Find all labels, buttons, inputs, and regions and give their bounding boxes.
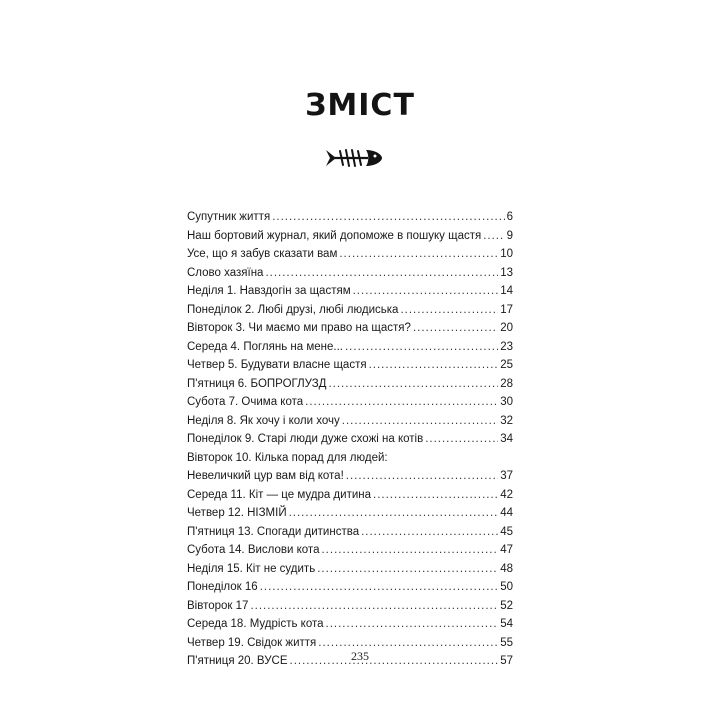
toc-entry-page: 13 bbox=[500, 266, 513, 279]
toc-leader-dots bbox=[369, 356, 499, 375]
toc-entry-page: 10 bbox=[500, 248, 513, 260]
toc-leader-dots bbox=[272, 208, 504, 227]
toc-entry[interactable] bbox=[187, 523, 513, 542]
toc-entry-title: Четвер 19. Свідок життя bbox=[187, 636, 317, 649]
toc-entry-page: 6 bbox=[506, 211, 513, 223]
toc-entry-page: 28 bbox=[500, 377, 513, 390]
table-of-contents bbox=[187, 208, 513, 671]
toc-leader-dots bbox=[373, 486, 498, 505]
toc-leader-dots bbox=[250, 597, 498, 616]
toc-entry-page: 54 bbox=[500, 618, 513, 630]
toc-entry-title: Субота 7. Очима кота bbox=[187, 396, 304, 408]
toc-entry-page: 32 bbox=[500, 414, 513, 427]
toc-entry[interactable] bbox=[187, 486, 513, 505]
toc-entry-page: 55 bbox=[500, 636, 513, 649]
toc-entry-page: 30 bbox=[500, 396, 513, 408]
toc-entry-page: 50 bbox=[500, 581, 513, 593]
toc-entry[interactable] bbox=[187, 393, 513, 412]
toc-entry[interactable] bbox=[187, 541, 513, 560]
toc-entry-title: Неділя 15. Кіт не судить bbox=[187, 562, 316, 575]
toc-leader-dots bbox=[321, 541, 498, 560]
toc-entry-page: 25 bbox=[500, 359, 513, 371]
toc-entry-title: Понеділок 16 bbox=[187, 581, 258, 593]
toc-entry-title: Вівторок 3. Чи маємо ми право на щастя? bbox=[187, 322, 411, 334]
toc-entry-title: Середа 18. Мудрість кота bbox=[187, 618, 324, 630]
toc-entry-title: Наш бортовий журнал, який допоможе в пошуку щастя bbox=[187, 229, 482, 242]
toc-entry-title: Середа 11. Кіт — це мудра дитина bbox=[187, 488, 371, 501]
toc-entry[interactable] bbox=[187, 227, 513, 246]
toc-entry-title: Середа 4. Поглянь на мене... bbox=[187, 340, 343, 353]
toc-leader-dots bbox=[326, 615, 499, 634]
toc-leader-dots bbox=[305, 393, 498, 412]
toc-leader-dots bbox=[425, 430, 498, 449]
toc-leader-dots bbox=[413, 319, 498, 338]
toc-entry-page: 52 bbox=[500, 599, 513, 612]
toc-entry-page: 17 bbox=[500, 303, 513, 316]
toc-entry[interactable] bbox=[187, 282, 513, 301]
toc-entry[interactable] bbox=[187, 560, 513, 579]
toc-entry[interactable] bbox=[187, 449, 513, 468]
toc-entry-title: Слово хазяїна bbox=[187, 266, 264, 279]
toc-leader-dots bbox=[346, 467, 498, 486]
toc-entry-page: 9 bbox=[506, 229, 513, 242]
toc-entry[interactable] bbox=[187, 615, 513, 634]
toc-entry-title: Усе, що я забув сказати вам bbox=[187, 248, 338, 260]
toc-leader-dots bbox=[342, 412, 498, 431]
toc-entry-page: 14 bbox=[500, 285, 513, 297]
toc-entry-title: Супутник життя bbox=[187, 211, 271, 223]
toc-leader-dots bbox=[483, 227, 504, 246]
toc-leader-dots bbox=[339, 245, 498, 264]
toc-entry[interactable] bbox=[187, 338, 513, 357]
fish-bone-icon bbox=[324, 144, 384, 172]
toc-leader-dots bbox=[317, 560, 498, 579]
toc-entry[interactable] bbox=[187, 430, 513, 449]
toc-entry-page: 57 bbox=[500, 655, 513, 667]
toc-entry-page: 48 bbox=[500, 562, 513, 575]
toc-entry-title: Вівторок 17 bbox=[187, 599, 249, 612]
toc-entry-page: 44 bbox=[500, 507, 513, 519]
toc-entry-title: Неділя 8. Як хочу і коли хочу bbox=[187, 414, 340, 427]
toc-entry[interactable] bbox=[187, 412, 513, 431]
toc-entry-title: П'ятниця 13. Спогади дитинства bbox=[187, 525, 360, 538]
toc-entry-page: 23 bbox=[500, 340, 513, 353]
toc-entry-title: Четвер 12. НІЗМІЙ bbox=[187, 507, 287, 519]
toc-entry[interactable] bbox=[187, 208, 513, 227]
toc-entry[interactable] bbox=[187, 375, 513, 394]
toc-entry[interactable] bbox=[187, 504, 513, 523]
toc-entry[interactable] bbox=[187, 578, 513, 597]
toc-entry-page: 42 bbox=[500, 488, 513, 501]
page-title: ЗМІСТ bbox=[305, 88, 415, 123]
toc-entry[interactable] bbox=[187, 467, 513, 486]
toc-entry-title: Четвер 5. Будувати власне щастя bbox=[187, 359, 367, 371]
toc-entry[interactable] bbox=[187, 356, 513, 375]
toc-entry-title: Неділя 1. Навздогін за щастям bbox=[187, 285, 351, 297]
toc-entry-title: Вівторок 10. Кілька порад для людей: bbox=[187, 451, 388, 464]
toc-entry-page: 37 bbox=[500, 470, 513, 482]
toc-entry-title: Невеличкий цур вам від кота! bbox=[187, 470, 344, 482]
toc-entry-title: Субота 14. Вислови кота bbox=[187, 544, 320, 556]
toc-leader-dots bbox=[289, 504, 499, 523]
toc-leader-dots bbox=[328, 375, 498, 394]
toc-entry[interactable] bbox=[187, 245, 513, 264]
toc-entry[interactable] bbox=[187, 319, 513, 338]
toc-entry-page: 47 bbox=[500, 544, 513, 556]
toc-entry-page: 34 bbox=[500, 433, 513, 445]
toc-leader-dots bbox=[400, 301, 498, 320]
toc-entry[interactable] bbox=[187, 301, 513, 320]
toc-entry-page: 20 bbox=[500, 322, 513, 334]
toc-leader-dots bbox=[361, 523, 498, 542]
toc-entry-title: П'ятниця 6. БОПРОГЛУЗД bbox=[187, 377, 327, 390]
toc-leader-dots bbox=[265, 264, 498, 283]
toc-entry-title: П'ятниця 20. ВУСЕ bbox=[187, 655, 288, 667]
toc-leader-dots bbox=[345, 338, 498, 357]
toc-entry-title: Понеділок 9. Старі люди дуже схожі на котів bbox=[187, 433, 424, 445]
toc-leader-dots bbox=[353, 282, 499, 301]
toc-leader-dots bbox=[260, 578, 499, 597]
page-number: 235 bbox=[351, 649, 369, 663]
toc-entry-title: Понеділок 2. Любі друзі, любі людиська bbox=[187, 303, 399, 316]
toc-entry-page: 45 bbox=[500, 525, 513, 538]
toc-entry[interactable] bbox=[187, 597, 513, 616]
toc-entry[interactable] bbox=[187, 264, 513, 283]
